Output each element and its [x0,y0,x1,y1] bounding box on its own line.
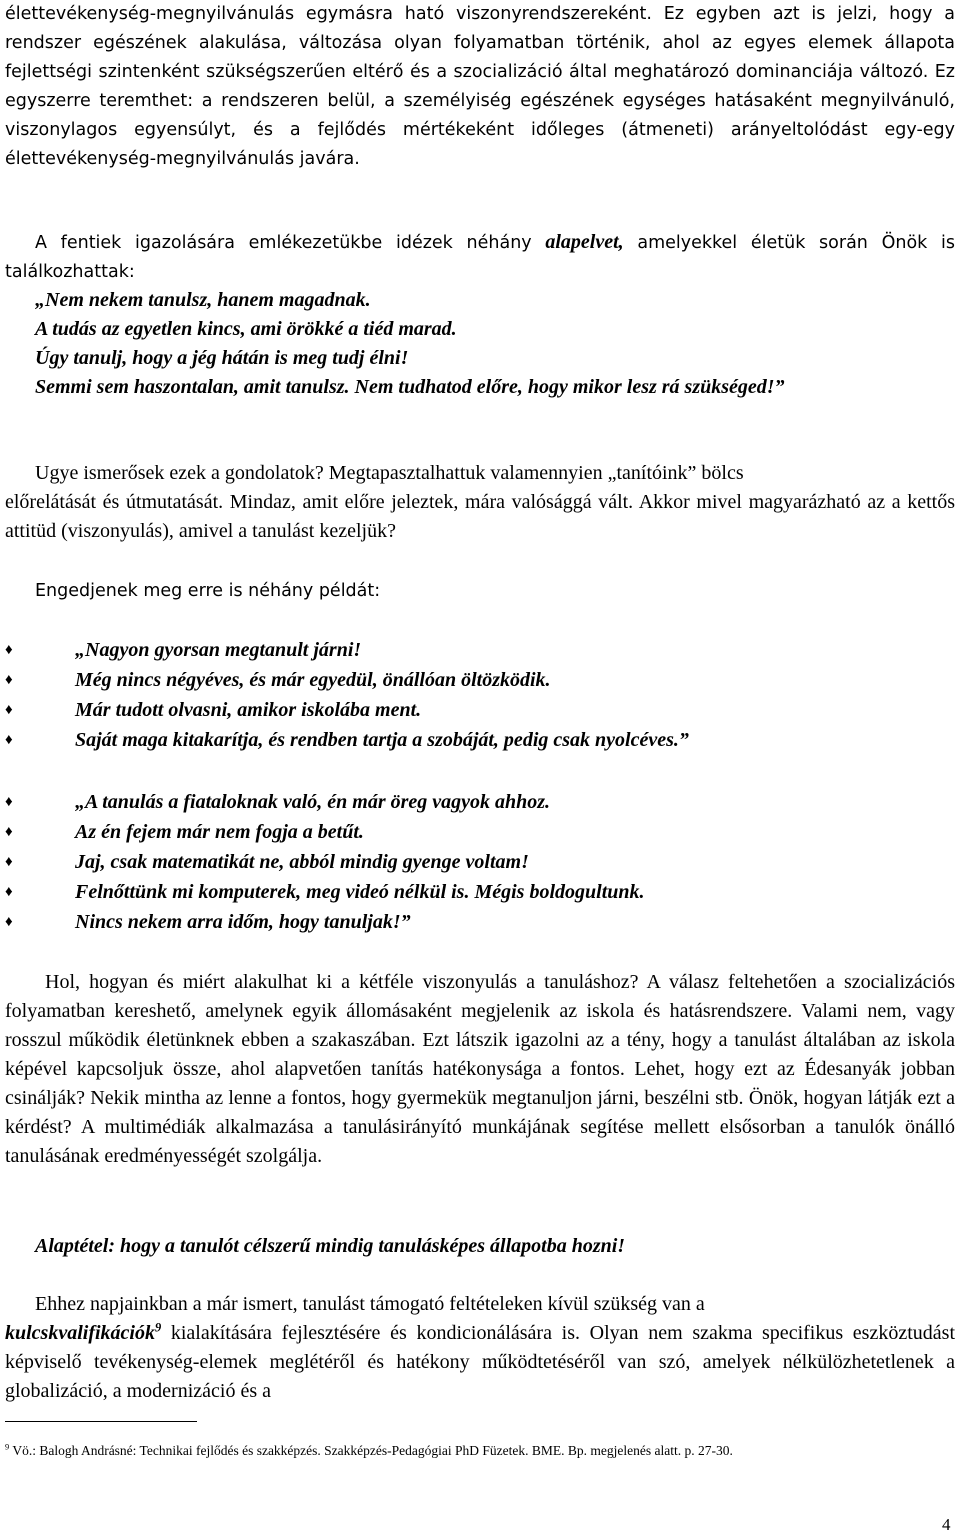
footnote-divider [5,1421,197,1422]
quote-line: A tudás az egyetlen kincs, ami örökké a tiéd marad. [35,318,457,340]
list-item [5,635,955,665]
emphasis-principles: alapelvet, [545,231,624,253]
list-item [5,695,955,725]
list-item-text: Még nincs négyéves, és már egyedül, önállóan öltözködik. [75,669,551,691]
paragraph-system-development [5,0,955,174]
list-item [5,877,955,907]
paragraph-line: Ehhez napjainkban a már ismert, tanulást támogató feltételeken kívül szükség van a [35,1293,705,1315]
diamond-bullet-icon: ♦ [5,672,13,688]
quote-line: Úgy tanulj, hogy a jég hátán is meg tudj élni! [35,347,409,369]
paragraph-key-qualifications [5,1290,955,1406]
term-key-qualifications: kulcskvalifikációk [5,1322,155,1344]
quote-block [5,286,955,402]
list-item [5,817,955,847]
diamond-bullet-icon: ♦ [5,642,13,658]
list-item [5,665,955,695]
paragraph-text: előrelátását és útmutatását. Mindaz, amit előre jeleztek, mára valósággá vált. Akkor mivel magyarázható az a kettős attitüd (viszonyulás), amivel a tanulást kezeljük? [5,491,955,542]
list-item-text: Nincs nekem arra időm, hogy tanuljak!” [75,911,411,933]
list-item [5,725,955,755]
diamond-bullet-icon: ♦ [5,824,13,840]
diamond-bullet-icon: ♦ [5,914,13,930]
list-item-text: Jaj, csak matematikát ne, abból mindig gyenge voltam! [75,851,529,873]
list-item [5,847,955,877]
list-item-text: Saját maga kitakarítja, és rendben tartja a szobáját, pedig csak nyolcéves.” [75,729,689,751]
diamond-bullet-icon: ♦ [5,732,13,748]
footnote [5,1442,955,1460]
paragraph-text: hogy a rendszer egészének alakulása, változása olyan folyamatban történik, ahol az egyes elemek állapota fejlettségi szintenként szükségszerűen eltérő és a szocializáció által meghatározó dominanciája változó. Ez egyszerre teremthet: a rendszeren belül, a személyiség egészének egységes hatásaként megnyilvánuló, viszonylagos egyensúlyt, és a fejlődés mértékeként időleges (átmeneti) arányeltolódást egy-egy élettevékenység-megnyilvánulás javára. [5,4,955,169]
footnote-reference: 9 [154,1320,162,1335]
paragraph-text: A fentiek igazolására emlékezetükbe idézek néhány [35,233,546,253]
list-item [5,907,955,937]
paragraph-text: kialakítására fejlesztésére és kondicionálására is. Olyan nem szakma specifikus eszköztudást képviselő tevékenység-elemek meglétéről és hatékony működtetéséről van szó, amelyek nélkülözhetetlenek a globalizáció, a modernizáció és a [5,1322,955,1402]
paragraph-line: Ugye ismerősek ezek a gondolatok? Megtapasztalhattuk valamennyien „tanítóink” bölcs [35,462,744,484]
paragraph-reflection [5,459,955,546]
paragraph-examples-intro: Engedjenek meg erre is néhány példát: [35,581,381,601]
diamond-bullet-icon: ♦ [5,854,13,870]
paragraph-line: élettevékenység-megnyilvánulás egymásra ható viszonyrendszereként. Ez egyben azt is jelzi, [5,4,878,24]
paragraph-principles-intro [5,228,955,287]
list-item-text: „A tanulás a fiataloknak való, én már öreg vagyok ahhoz. [75,791,551,813]
diamond-bullet-icon: ♦ [5,884,13,900]
positive-examples-list [5,635,955,755]
quote-line: „Nem nekem tanulsz, hanem magadnak. [35,289,371,311]
list-item-text: „Nagyon gyorsan megtanult járni! [75,639,362,661]
footnote-number: 9 [5,1442,10,1452]
diamond-bullet-icon: ♦ [5,794,13,810]
list-item-text: Az én fejem már nem fogja a betűt. [75,821,364,843]
list-item-text: Felnőttünk mi komputerek, meg videó nélkül is. Mégis boldogultunk. [75,881,645,903]
page-number: 4 [942,1515,951,1534]
paragraph-text: amelyekkel életük során Önök is találkozhattak: [5,233,955,282]
quote-line: Semmi sem haszontalan, amit tanulsz. Nem tudhatod előre, hogy mikor lesz rá szükséged!” [35,376,785,398]
list-item [5,787,955,817]
list-item-text: Már tudott olvasni, amikor iskolába ment. [75,699,422,721]
paragraph-socialization: Hol, hogyan és miért alakulhat ki a kétféle viszonyulás a tanuláshoz? A válasz feltehetően a szocializációs folyamatban kereshető, amelynek egyik állomásaként megjelenik az iskola és hatásrendszere. Valami nem, vagy rosszul működik életünknek ebben a szakaszában. Ezt látszik igazolni az a tény, hogy a tanulást általában az iskola képével kapcsoljuk össze, ahol alapvetően tanítás hatékonysága a fontos. Lehet, hogy ezt az Édesanyák jobban csinálják? Nekik mintha az lenne a fontos, hogy gyermekük megtanuljon járni, beszélni stb. Önök, hogyan látják ezt a kérdést? A multimédiák alkalmazása a tanulásirányító munkájának segítése mellett elsősorban a tanulók önálló tanulásának eredményességét szolgálja. [5,971,955,1167]
negative-examples-list [5,787,955,937]
axiom-heading: Alaptétel: hogy a tanulót célszerű mindig tanulásképes állapotba hozni! [35,1235,626,1257]
diamond-bullet-icon: ♦ [5,702,13,718]
footnote-text: Vö.: Balogh Andrásné: Technikai fejlődés és szakképzés. Szakképzés-Pedagógiai PhD Füzetek. BME. Bp. megjelenés alatt. p. 27-30. [9,1443,733,1458]
